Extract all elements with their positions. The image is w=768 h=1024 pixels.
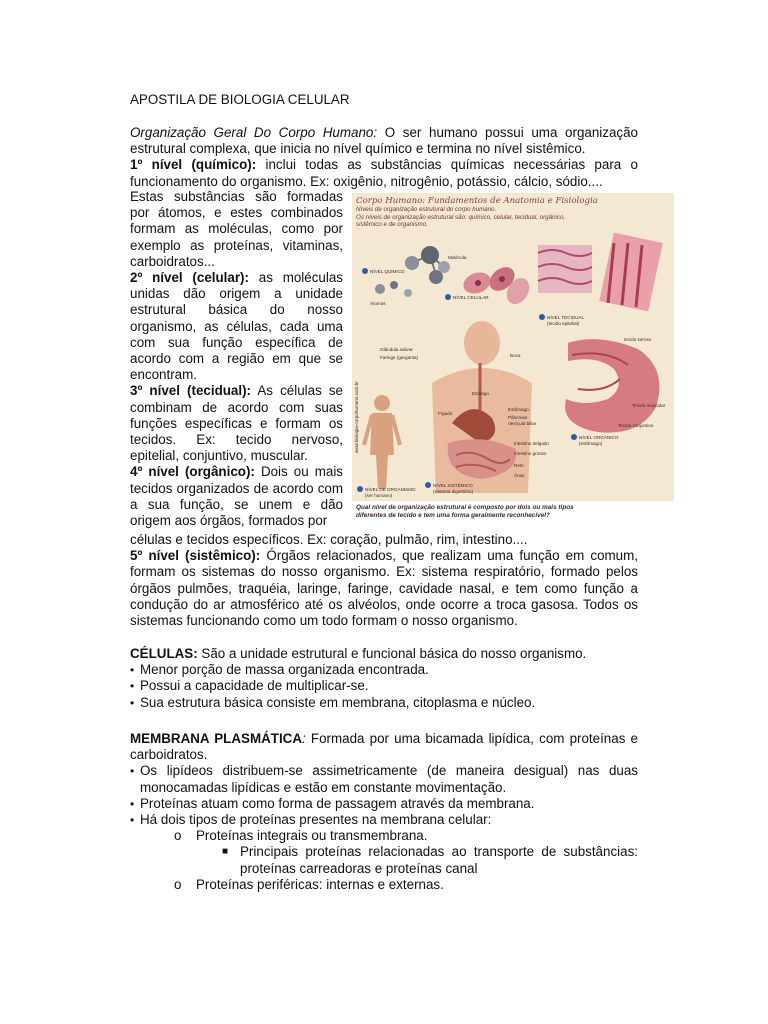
level-2-paragraph [130, 270, 343, 383]
label-ser-humano: (ser humano) [365, 493, 393, 498]
list-item [130, 763, 638, 795]
level-marker-icon [357, 486, 363, 492]
level-4-paragraph [130, 464, 343, 529]
bullet-icon: • [130, 813, 135, 828]
membrane-heading: MEMBRANA PLASMÁTICA [130, 731, 303, 746]
list-item [130, 662, 638, 678]
list-item [130, 796, 638, 812]
anatomy-figure [352, 193, 674, 521]
label-tecido-conjuntivo: Tecido conjuntivo [618, 423, 654, 428]
label-esofago: Esôfago [472, 391, 489, 396]
bullet-icon: • [130, 663, 135, 678]
bullet-icon: • [130, 796, 135, 811]
bullet-icon: • [130, 679, 135, 694]
wrapped-text-column [130, 189, 343, 529]
label-vesicula: Vesícula biliar [508, 421, 537, 426]
intro-text: O ser humano possui uma organização estrutural complexa, que inicia no nível químico e termina no nível sistêmico. [130, 125, 638, 157]
level-4-label: 4º nível (orgânico): [130, 464, 255, 480]
label-atomos: Átomos [370, 301, 386, 306]
level-5-paragraph [130, 548, 638, 629]
list-item-text: Proteínas atuam como forma de passagem através da membrana. [140, 795, 535, 811]
levels-continued [130, 532, 638, 629]
level-1-label: 1º nível (químico): [130, 157, 257, 173]
figure-subtitle: Níveis de organização estrutural do corpo humano. [356, 206, 497, 213]
figure-desc-2: sistêmico e de organismo. [356, 221, 428, 228]
list-item [130, 812, 638, 828]
level-5-text: Órgãos relacionados, que realizam uma função em comum, formam os sistemas do nosso organismo. Ex: sistema respiratório, formado pelos órgãos pulmões, traquéia, laringe, faringe, cavidade nasal, e tem como função a condução do ar atmosférico até os alvéolos, onde ocorre a troca gasosa. Todos os sistemas funcionando como um todo formam o nosso organismo. [130, 548, 638, 629]
level-2-label: 2º nível (celular): [130, 270, 249, 286]
intro-heading: Organização Geral Do Corpo Humano: [130, 125, 378, 140]
circle-bullet-icon: o [174, 876, 182, 892]
label-tecido-seroso: tecido seroso [624, 337, 652, 342]
bullet-icon: • [130, 764, 135, 779]
list-item [130, 695, 638, 711]
figure-caption-1: Qual nível de organização estrutural é composto por dois ou mais tipos [356, 504, 574, 511]
level-1-paragraph [130, 157, 638, 189]
label-figado: Fígado [438, 411, 453, 416]
label-tecido-muscular: Tecido muscular [632, 403, 666, 408]
anatomy-illustration [352, 193, 674, 521]
label-nivel-tecidual: NÍVEL TECIDUAL [547, 315, 585, 320]
figure-caption-2: diferentes de tecido e tem uma forma geralmente reconhecível? [356, 512, 550, 519]
level-marker-icon [362, 268, 368, 274]
intro-paragraph [130, 125, 638, 157]
label-pancreas: Pâncreas [508, 415, 528, 420]
label-estomago-body: Estômago [508, 407, 529, 412]
figure-watermark: www.biologia-corpohumano.com.br [354, 381, 359, 453]
label-nivel-organismo: NÍVEL DE ORGANISMO [365, 487, 416, 492]
label-faringe: Faringe (garganta) [380, 355, 419, 360]
list-item-text: Os lipídeos distribuem-se assimetricamente (de maneira desigual) nas duas monocamadas lipídicas e estão em constante movimentação. [140, 763, 638, 795]
level-4-text: Dois ou mais tecidos organizados de acordo com a sua função, se unem e dão origem aos órgãos, formados por [130, 464, 343, 529]
sub-sub-list-item-text: Principais proteínas relacionadas ao transporte de substâncias: proteínas carreadoras e proteínas canal [240, 844, 638, 876]
label-nivel-celular: NÍVEL CELULAR [453, 295, 489, 300]
membrane-paragraph [130, 731, 638, 763]
label-nivel-organico: NÍVEL ORGÂNICO [579, 435, 619, 440]
sub-sub-list-item [222, 844, 638, 876]
cells-text: São a unidade estrutural e funcional básica do nosso organismo. [197, 646, 587, 661]
label-tecido-epitelial: (tecido epitelial) [547, 321, 580, 326]
cells-paragraph [130, 646, 638, 662]
intro-section [130, 125, 638, 190]
sub-list-item [174, 877, 638, 893]
sub-list-item-text: Proteínas periféricas: internas e externas. [196, 876, 444, 892]
sub-list-item [174, 828, 638, 844]
level-3-text: As células se combinam de acordo com suas funções específicas e formam os tecidos. Ex: tecido nervoso, epitelial, conjuntivo, muscular. [130, 383, 343, 464]
level-marker-icon [571, 434, 577, 440]
circle-bullet-icon: o [174, 828, 182, 844]
level-4-continuation: células e tecidos específicos. Ex: coração, pulmão, rim, intestino.... [130, 532, 528, 547]
label-boca: Boca [510, 353, 521, 358]
level-5-label: 5º nível (sistêmico): [130, 548, 261, 564]
document-title: APOSTILA DE BIOLOGIA CELULAR [130, 92, 350, 107]
membrane-colon: : [302, 731, 306, 746]
label-glandula: Glândula salivar [380, 347, 413, 352]
list-item-text: Menor porção de massa organizada encontrada. [140, 662, 429, 678]
level-marker-icon [445, 294, 451, 300]
level-1-text: inclui todas as substâncias químicas necessárias para o funcionamento do organismo. Ex: oxigênio, nitrogênio, potássio, cálcio, sódio.... [130, 157, 638, 189]
label-sistema-digestorio: (sistema digestório) [433, 489, 474, 494]
cells-section [130, 646, 638, 711]
figure-desc-1: Os níveis de organização estrutural são: químico, celular, tecidual, orgânico, [356, 214, 566, 221]
level-2-text: as moléculas unidas dão origem a unidade estrutural básica do nosso organismo, as células, cada uma com sua função específica de acordo com a região em que se encontram. [130, 270, 343, 383]
list-item-text: Possui a capacidade de multiplicar-se. [140, 678, 369, 694]
bullet-icon: • [130, 695, 135, 710]
list-item-text: Sua estrutura básica consiste em membrana, citoplasma e núcleo. [140, 694, 536, 710]
label-reto: Reto [514, 463, 524, 468]
level-marker-icon [539, 314, 545, 320]
sub-list-item-text: Proteínas integrais ou transmembrana. [196, 828, 428, 844]
level-1-continuation: Estas substâncias são formadas por átomos, e estes combinados formam as moléculas, como por exemplo as proteínas, vitaminas, carboidratos... [130, 189, 343, 269]
square-bullet-icon: ■ [222, 846, 229, 858]
figure-title: Corpo Humano: Fundamentos de Anatomia e Fisiologia [356, 196, 598, 206]
label-intestino-grosso: Intestino grosso [514, 451, 547, 456]
label-estomago: (estômago) [579, 441, 603, 446]
level-3-paragraph [130, 383, 343, 464]
label-nivel-quimico: NÍVEL QUÍMICO [370, 269, 405, 274]
label-nivel-sistemico: NÍVEL SISTÊMICO [433, 483, 473, 488]
cells-heading: CÉLULAS: [130, 646, 198, 661]
membrane-section [130, 731, 638, 893]
list-item-text: Há dois tipos de proteínas presentes na membrana celular: [140, 812, 492, 828]
level-3-label: 3º nível (tecidual): [130, 383, 252, 399]
label-molecula: Molécula [448, 255, 467, 260]
membrane-text: Formada por uma bicamada lipídica, com proteínas e carboidratos. [130, 731, 638, 763]
label-anus: Ânus [514, 473, 525, 478]
level-marker-icon [425, 482, 431, 488]
label-intestino-delgado: Intestino delgado [514, 441, 549, 446]
list-item [130, 678, 638, 694]
